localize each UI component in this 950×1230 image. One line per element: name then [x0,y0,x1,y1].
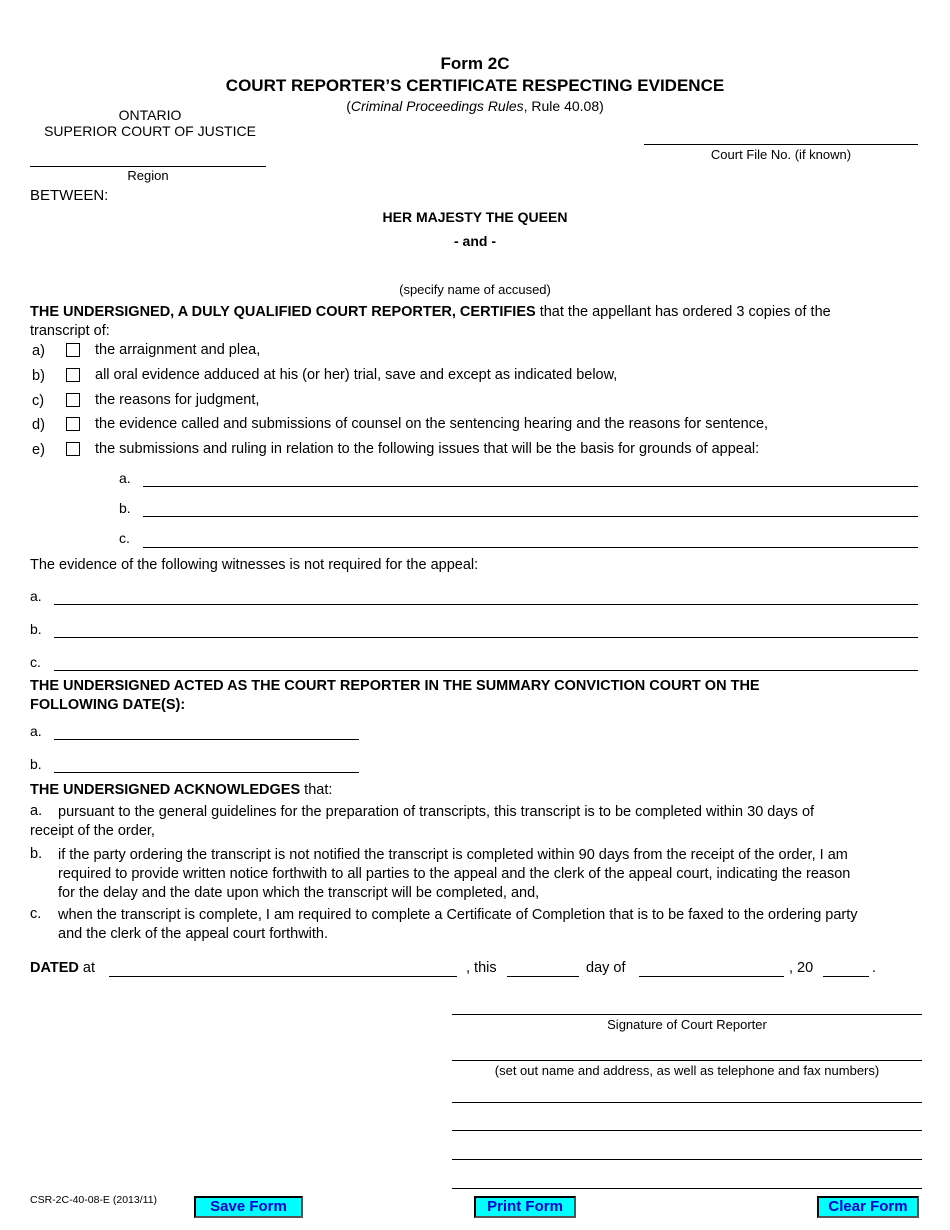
certify-line2: transcript of: [30,323,110,339]
ack-letter-a: a. [30,803,43,819]
dated-at: at [78,960,95,976]
item-text-a: the arraignment and plea, [95,342,261,358]
dated-place-input[interactable] [109,958,457,977]
address-line-1-input[interactable] [452,1084,922,1103]
crown-name: HER MAJESTY THE QUEEN [382,209,568,225]
dated-year-input[interactable] [823,958,869,977]
ack-b-line3: for the delay and the date upon which the transcript will be completed, and, [58,885,540,901]
acknowledges-heading [30,782,332,798]
issue-letter-c: c. [119,530,130,546]
witnesses-intro: The evidence of the following witnesses is not required for the appeal: [30,557,479,573]
dates-heading-line2: FOLLOWING DATE(S): [30,697,186,713]
ack-a-line1: pursuant to the general guidelines for the preparation of transcripts, this transcript is to be completed within 30 days of [58,804,815,820]
ack-item-c [58,906,928,944]
form-title: COURT REPORTER’S CERTIFICATE RESPECTING EVIDENCE [225,76,725,95]
date-letter-b: b. [30,756,42,772]
certify-bold: THE UNDERSIGNED, A DULY QUALIFIED COURT REPORTER, CERTIFIES [30,304,536,320]
checkbox-reasons-judgment[interactable] [66,393,80,407]
issue-letter-b: b. [119,500,131,516]
checkbox-oral-evidence[interactable] [66,368,80,382]
region-input[interactable] [30,148,266,167]
ack-letter-c: c. [30,906,42,922]
clear-form-button[interactable]: Clear Form [817,1196,919,1218]
certify-paragraph [30,303,920,341]
accused-label: (specify name of accused) [399,282,551,297]
item-text-b: all oral evidence adduced at his (or her) trial, save and except as indicated below, [95,367,618,383]
address-line-2-input[interactable] [452,1112,922,1131]
address-label: (set out name and address, as well as telephone and fax numbers) [494,1063,880,1078]
witness-input-a[interactable] [54,586,918,605]
rule-italic: Criminal Proceedings Rules [350,98,524,114]
certify-rest: that the appellant has ordered 3 copies of the [535,304,831,320]
witness-letter-a: a. [30,588,42,604]
form-code: CSR-2C-40-08-E (2013/11) [30,1194,158,1206]
ack-item-b [58,846,928,903]
item-text-c: the reasons for judgment, [95,392,260,408]
witness-letter-b: b. [30,621,42,637]
save-form-button[interactable]: Save Form [194,1196,303,1218]
item-letter-d: d) [32,417,45,433]
ack-c-line2: and the clerk of the appeal court forthwith. [58,926,329,942]
dated-label [30,960,95,976]
rule-rest: , Rule 40.08) [523,98,604,114]
address-line-3-input[interactable] [452,1141,922,1160]
issue-input-c[interactable] [143,529,918,548]
ack-b-line1: if the party ordering the transcript is not notified the transcript is completed within 90 days from the receipt of the order, I am [58,847,848,863]
court-date-input-a[interactable] [54,721,359,740]
checkbox-sentencing[interactable] [66,417,80,431]
region-label: Region [127,168,169,183]
date-letter-a: a. [30,723,42,739]
ack-a-line2: receipt of the order, [30,823,155,839]
issue-letter-a: a. [119,470,131,486]
witness-input-b[interactable] [54,619,918,638]
form-number: Form 2C [440,54,510,73]
dated-month-input[interactable] [639,958,784,977]
court-file-input[interactable] [644,126,918,145]
reporter-name-input[interactable] [452,1042,922,1061]
acknowledges-bold: THE UNDERSIGNED ACKNOWLEDGES [30,782,301,798]
between-label: BETWEEN: [30,187,109,204]
dated-year-prefix: , 20 [789,960,814,976]
dated-day-input[interactable] [507,958,579,977]
ack-b-line2: required to provide written notice forthwith to all parties to the appeal and the clerk of the appeal court, indicating the reason [58,866,851,882]
dated-period: . [872,960,877,976]
province: ONTARIO [118,107,182,123]
item-text-d: the evidence called and submissions of counsel on the sentencing hearing and the reasons for sentence, [95,416,769,432]
court-name: SUPERIOR COURT OF JUSTICE [44,123,256,139]
item-text-e: the submissions and ruling in relation to the following issues that will be the basis for grounds of appeal: [95,441,760,457]
ack-item-a [30,803,920,841]
checkbox-submissions-ruling[interactable] [66,442,80,456]
dated-bold: DATED [30,960,79,976]
item-letter-a: a) [32,343,45,359]
dates-heading [30,677,920,715]
item-letter-b: b) [32,368,45,384]
item-letter-e: e) [32,442,45,458]
signature-input[interactable] [452,996,922,1015]
ack-c-line1: when the transcript is complete, I am required to complete a Certificate of Completion that is to be faxed to the ordering party [58,907,858,923]
dates-heading-line1: THE UNDERSIGNED ACTED AS THE COURT REPORTER IN THE SUMMARY CONVICTION COURT ON THE [30,678,760,694]
signature-label: Signature of Court Reporter [607,1017,767,1032]
accused-name-input[interactable] [300,258,650,276]
address-line-4-input[interactable] [452,1170,922,1189]
rule-open: ( [346,98,351,114]
witness-letter-c: c. [30,654,41,670]
dated-day-of: day of [586,960,626,976]
issue-input-a[interactable] [143,468,918,487]
and-separator: - and - [454,233,496,249]
court-date-input-b[interactable] [54,754,359,773]
witness-input-c[interactable] [54,652,918,671]
dated-this: , this [466,960,497,976]
court-file-label: Court File No. (if known) [710,147,852,162]
ack-letter-b: b. [30,846,43,862]
checkbox-arraignment[interactable] [66,343,80,357]
acknowledges-rest: that: [300,782,333,798]
issue-input-b[interactable] [143,498,918,517]
print-form-button[interactable]: Print Form [474,1196,576,1218]
item-letter-c: c) [32,393,45,409]
